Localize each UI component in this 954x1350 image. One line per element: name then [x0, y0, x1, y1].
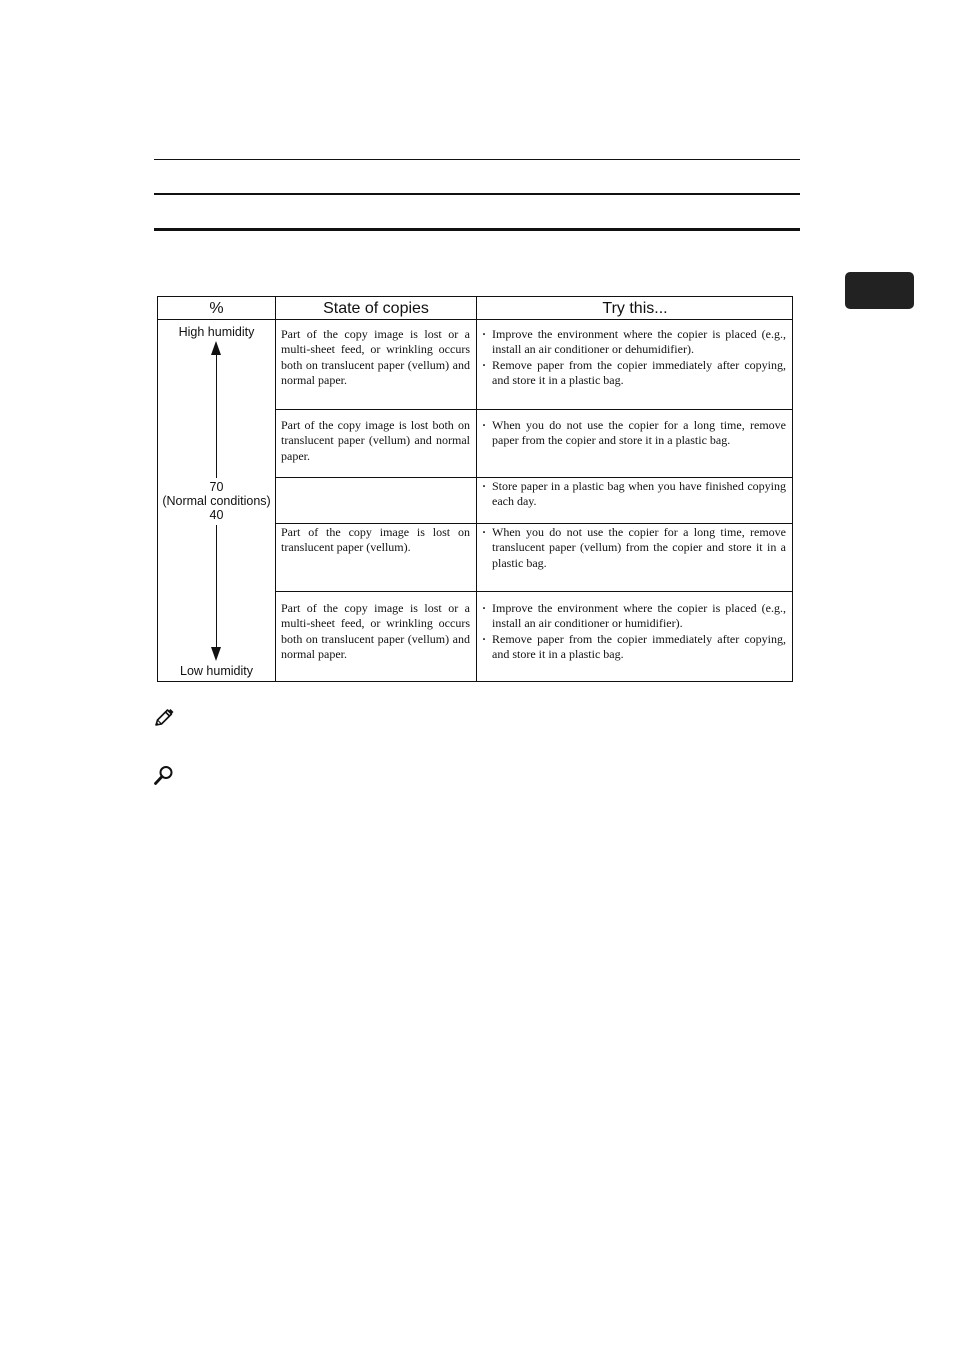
- high-humidity-label: High humidity: [178, 325, 255, 339]
- header-divider: [158, 319, 792, 320]
- header-state-of-copies: State of copies: [323, 300, 429, 317]
- row-divider: [276, 591, 792, 592]
- remedy-item: · When you do not use the copier for a long time, remove translucent paper (vellum) from the copier and store it in a plastic bag.: [482, 525, 786, 571]
- normal-conditions-label: (Normal conditions): [162, 494, 271, 508]
- remedy-item: · Remove paper from the copier immediately after copying, and store it in a plastic bag.: [482, 632, 786, 663]
- chapter-tab: [845, 272, 914, 309]
- header-percent: %: [209, 300, 224, 317]
- try-cell: [482, 525, 786, 571]
- humidity-scale-line: [216, 525, 217, 651]
- low-humidity-label: Low humidity: [180, 664, 253, 678]
- humidity-scale-line: [216, 353, 217, 478]
- remedy-item: · Remove paper from the copier immediately after copying, and store it in a plastic bag.: [482, 358, 786, 389]
- remedy-item: · Store paper in a plastic bag when you have finished copying each day.: [482, 479, 786, 510]
- try-cell: [482, 601, 786, 662]
- row-divider: [276, 477, 792, 478]
- remedy-item: · When you do not use the copier for a long time, remove paper from the copier and store it in a plastic bag.: [482, 418, 786, 449]
- row-divider: [276, 409, 792, 410]
- top-rule-thick: [154, 228, 800, 231]
- column-divider: [275, 297, 276, 681]
- arrow-down-icon: [211, 647, 221, 661]
- top-rule-thin: [154, 159, 800, 160]
- magnifier-icon: [153, 764, 175, 786]
- column-divider: [476, 297, 477, 681]
- header-try-this: Try this...: [602, 300, 668, 317]
- humidity-table: [157, 296, 793, 682]
- remedy-item: · Improve the environment where the copier is placed (e.g., install an air conditioner or humidifier).: [482, 601, 786, 632]
- try-cell: [482, 327, 786, 388]
- try-cell: [482, 418, 786, 449]
- humidity-value-40: 40: [209, 508, 224, 522]
- pencil-icon: [153, 707, 175, 729]
- state-cell: Part of the copy image is lost both on translucent paper (vellum) and normal paper.: [281, 418, 470, 463]
- top-rule-medium: [154, 193, 800, 195]
- remedy-item: · Improve the environment where the copier is placed (e.g., install an air conditioner or dehumidifier).: [482, 327, 786, 358]
- humidity-value-70: 70: [209, 480, 224, 494]
- try-cell: [482, 479, 786, 510]
- state-cell: Part of the copy image is lost or a multi-sheet feed, or wrinkling occurs both on translucent paper (vellum) and normal paper.: [281, 601, 470, 661]
- row-divider: [276, 523, 792, 524]
- state-cell: Part of the copy image is lost or a multi-sheet feed, or wrinkling occurs both on translucent paper (vellum) and normal paper.: [281, 327, 470, 387]
- state-cell: Part of the copy image is lost on translucent paper (vellum).: [281, 525, 470, 555]
